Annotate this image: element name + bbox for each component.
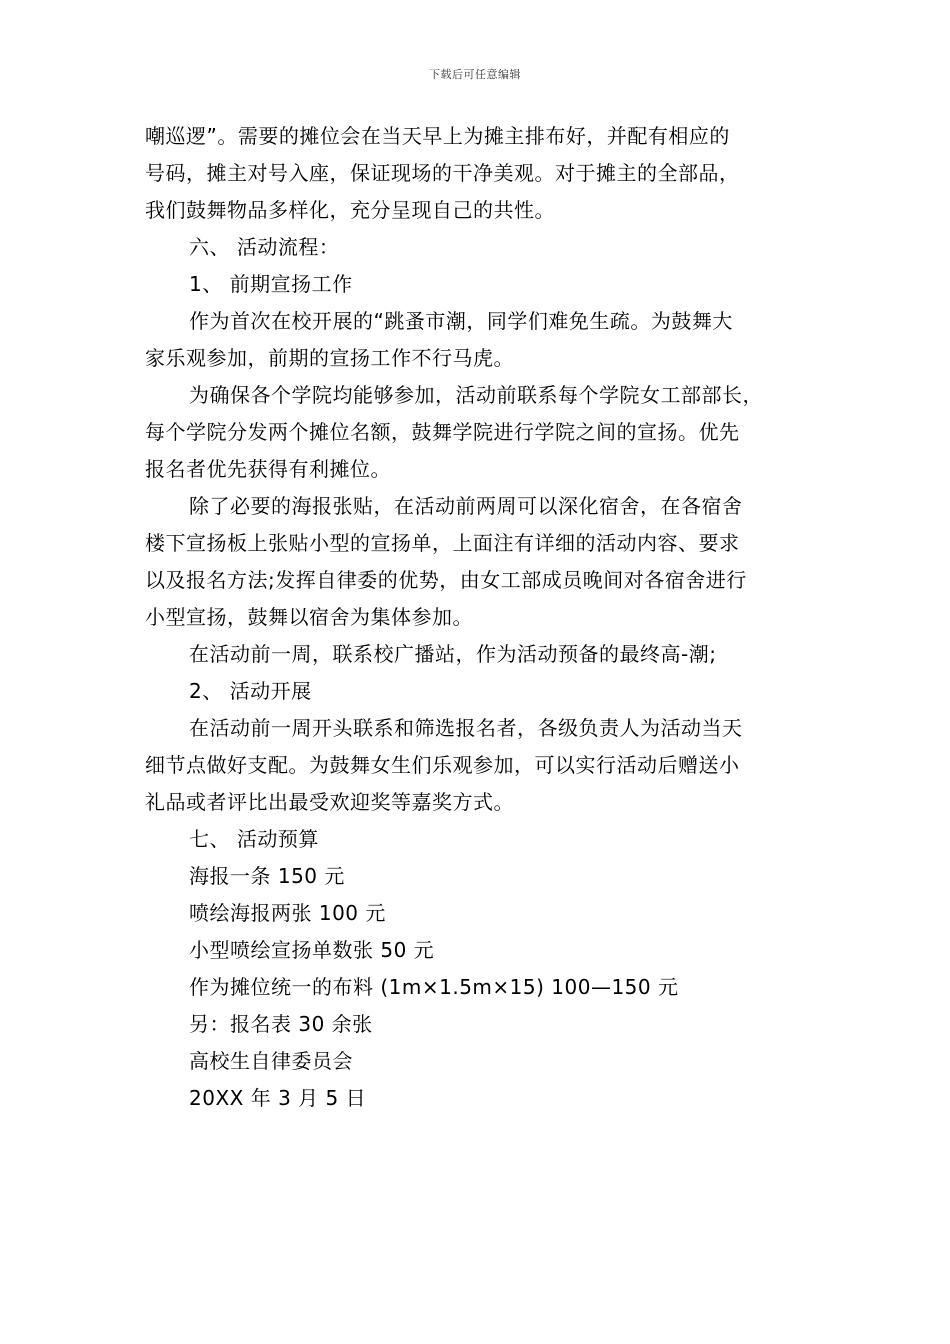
body-line: 礼品或者评比出最受欢迎奖等嘉奖方式。 — [145, 790, 514, 814]
budget-item: 作为摊位统一的布料 (1m×1.5m×15) 100—150 元 — [189, 975, 679, 999]
body-line: 每个学院分发两个摊位名额，鼓舞学院进行学院之间的宣扬。优先 — [145, 420, 740, 444]
body-line: 报名者优先获得有利摊位。 — [145, 457, 391, 481]
body-line: 我们鼓舞物品多样化，充分呈现自己的共性。 — [145, 198, 555, 222]
section-heading-budget: 七、 活动预算 — [189, 827, 319, 851]
section-heading-process: 六、 活动流程： — [189, 235, 340, 259]
signature-date: 20XX 年 3 月 5 日 — [189, 1086, 367, 1110]
body-line: 楼下宣扬板上张贴小型的宣扬单，上面注有详细的活动内容、要求 — [145, 531, 740, 555]
body-line: 细节点做好支配。为鼓舞女生们乐观参加，可以实行活动后赠送小 — [145, 753, 740, 777]
body-line: 为确保各个学院均能够参加，活动前联系每个学院女工部部长， — [189, 383, 763, 407]
document-body — [145, 118, 825, 1117]
body-line: 家乐观参加，前期的宣扬工作不行马虎。 — [145, 346, 514, 370]
body-line: 小型宣扬，鼓舞以宿舍为集体参加。 — [145, 605, 473, 629]
body-line: 作为首次在校开展的“跳蚤市潮，同学们难免生疏。为鼓舞大 — [189, 309, 733, 333]
budget-item: 另：报名表 30 余张 — [189, 1012, 373, 1036]
body-line: 号码，摊主对号入座，保证现场的干净美观。对于摊主的全部品， — [145, 161, 740, 185]
signature-organization: 高校生自律委员会 — [189, 1049, 353, 1073]
budget-item: 小型喷绘宣扬单数张 50 元 — [189, 938, 435, 962]
body-line: 在活动前一周开头联系和筛选报名者，各级负责人为活动当天 — [189, 716, 743, 740]
page-header-note: 下载后可任意编辑 — [429, 68, 521, 81]
budget-item: 喷绘海报两张 100 元 — [189, 901, 386, 925]
body-line: 嘲巡逻”。需要的摊位会在当天早上为摊主排布好，并配有相应的 — [145, 124, 730, 148]
budget-item: 海报一条 150 元 — [189, 864, 345, 888]
subsection-heading-promotion: 1、 前期宣扬工作 — [189, 272, 353, 296]
body-line: 以及报名方法;发挥自律委的优势，由女工部成员晚间对各宿舍进行 — [145, 568, 747, 592]
subsection-heading-activity: 2、 活动开展 — [189, 679, 312, 703]
body-line: 在活动前一周，联系校广播站，作为活动预备的最终高-潮; — [189, 642, 717, 666]
body-line: 除了必要的海报张贴，在活动前两周可以深化宿舍，在各宿舍 — [189, 494, 743, 518]
